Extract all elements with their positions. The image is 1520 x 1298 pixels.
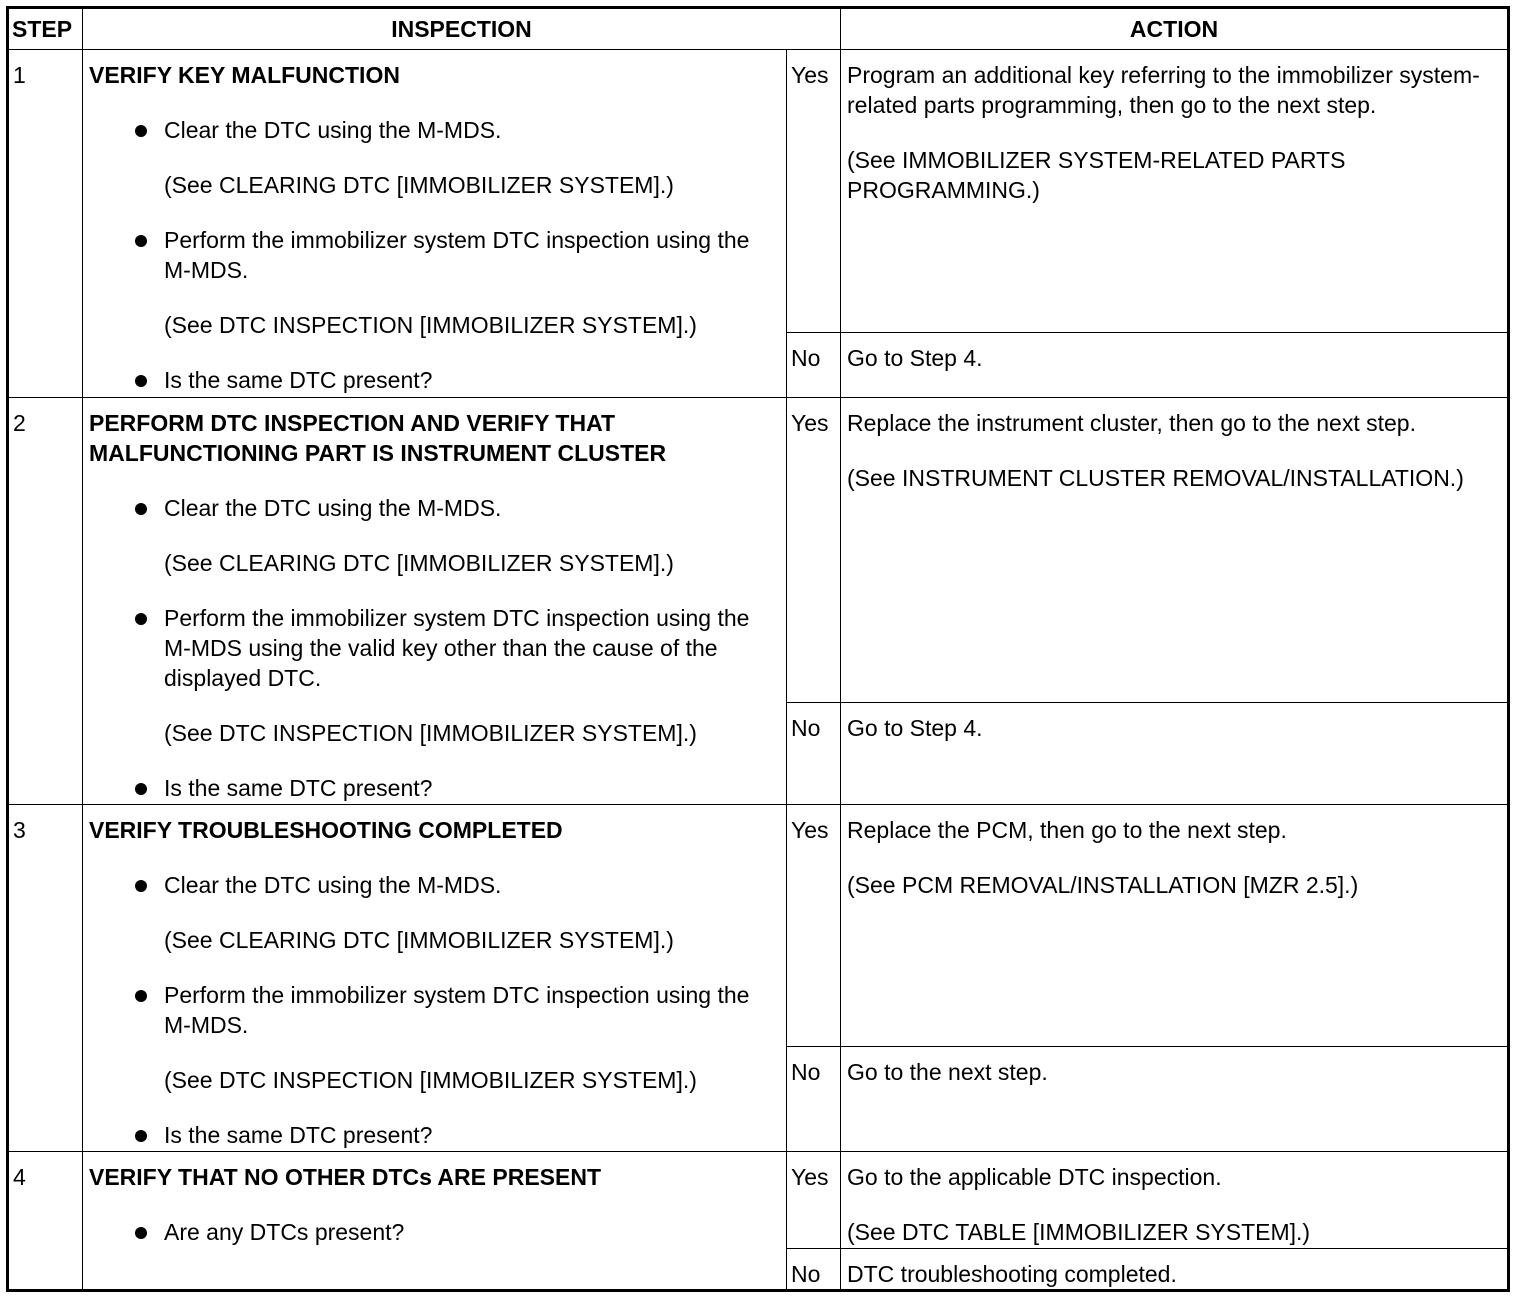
step-number: 2: [8, 398, 83, 805]
no-action: Go to the next step.: [841, 1047, 1509, 1152]
reference-text: (See CLEARING DTC [IMMOBILIZER SYSTEM].): [164, 927, 674, 953]
header-row: [8, 8, 1509, 50]
no-label: No: [787, 703, 841, 805]
step-title: VERIFY THAT NO OTHER DTCs ARE PRESENT: [89, 1164, 602, 1190]
step-1-yes-row: [8, 50, 1509, 333]
bullet-item: Is the same DTC present?: [89, 365, 780, 395]
step-number: 3: [8, 805, 83, 1152]
step-3-inspection: [83, 805, 787, 1152]
reference-text: (See DTC INSPECTION [IMMOBILIZER SYSTEM].): [164, 720, 697, 746]
no-label: No: [787, 1047, 841, 1152]
step-number: 4: [8, 1152, 83, 1291]
yes-action: [841, 805, 1509, 1047]
step-number: 1: [8, 50, 83, 398]
bullet-item: Is the same DTC present?: [89, 773, 780, 803]
yes-label: Yes: [787, 50, 841, 333]
yes-action: [841, 1152, 1509, 1249]
bullet-item: Perform the immobilizer system DTC inspection using the M-MDS using the valid key other than the cause of the displayed DTC.: [89, 603, 780, 693]
action-reference: (See DTC TABLE [IMMOBILIZER SYSTEM].): [847, 1219, 1311, 1245]
header-step: STEP: [8, 8, 83, 50]
action-reference: (See INSTRUMENT CLUSTER REMOVAL/INSTALLATION.): [847, 465, 1464, 491]
step-2-yes-row: [8, 398, 1509, 703]
action-text: Replace the PCM, then go to the next step.: [847, 817, 1287, 843]
reference-text: (See DTC INSPECTION [IMMOBILIZER SYSTEM].): [164, 1067, 697, 1093]
step-3-yes-row: [8, 805, 1509, 1047]
yes-action: [841, 398, 1509, 703]
troubleshooting-table: [6, 6, 1510, 1292]
header-action: ACTION: [841, 8, 1509, 50]
bullet-item: Are any DTCs present?: [89, 1217, 780, 1247]
no-label: No: [787, 1249, 841, 1291]
reference-text: (See DTC INSPECTION [IMMOBILIZER SYSTEM].): [164, 312, 697, 338]
yes-label: Yes: [787, 805, 841, 1047]
action-reference: (See IMMOBILIZER SYSTEM-RELATED PARTS PROGRAMMING.): [847, 147, 1346, 203]
step-4-inspection: [83, 1152, 787, 1291]
bullet-item: Perform the immobilizer system DTC inspection using the M-MDS.: [89, 980, 780, 1040]
no-action: DTC troubleshooting completed.: [841, 1249, 1509, 1291]
yes-action: [841, 50, 1509, 333]
no-action: Go to Step 4.: [841, 333, 1509, 398]
bullet-item: Clear the DTC using the M-MDS.: [89, 115, 780, 145]
reference-text: (See CLEARING DTC [IMMOBILIZER SYSTEM].): [164, 172, 674, 198]
yes-label: Yes: [787, 1152, 841, 1249]
bullet-item: Is the same DTC present?: [89, 1120, 780, 1150]
bullet-item: Clear the DTC using the M-MDS.: [89, 870, 780, 900]
no-label: No: [787, 333, 841, 398]
action-text: Replace the instrument cluster, then go to the next step.: [847, 410, 1416, 436]
bullet-item: Clear the DTC using the M-MDS.: [89, 493, 780, 523]
step-4-yes-row: [8, 1152, 1509, 1249]
action-text: Go to the applicable DTC inspection.: [847, 1164, 1222, 1190]
step-1-inspection: [83, 50, 787, 398]
step-title: VERIFY KEY MALFUNCTION: [89, 62, 400, 88]
step-2-inspection: [83, 398, 787, 805]
yes-label: Yes: [787, 398, 841, 703]
bullet-item: Perform the immobilizer system DTC inspection using the M-MDS.: [89, 225, 780, 285]
step-title: VERIFY TROUBLESHOOTING COMPLETED: [89, 817, 563, 843]
step-title: PERFORM DTC INSPECTION AND VERIFY THAT MALFUNCTIONING PART IS INSTRUMENT CLUSTER: [89, 410, 667, 466]
header-inspection: INSPECTION: [83, 8, 841, 50]
reference-text: (See CLEARING DTC [IMMOBILIZER SYSTEM].): [164, 550, 674, 576]
no-action: Go to Step 4.: [841, 703, 1509, 805]
action-text: Program an additional key referring to the immobilizer system-related parts programming, then go to the next step.: [847, 62, 1480, 118]
action-reference: (See PCM REMOVAL/INSTALLATION [MZR 2.5].): [847, 872, 1359, 898]
